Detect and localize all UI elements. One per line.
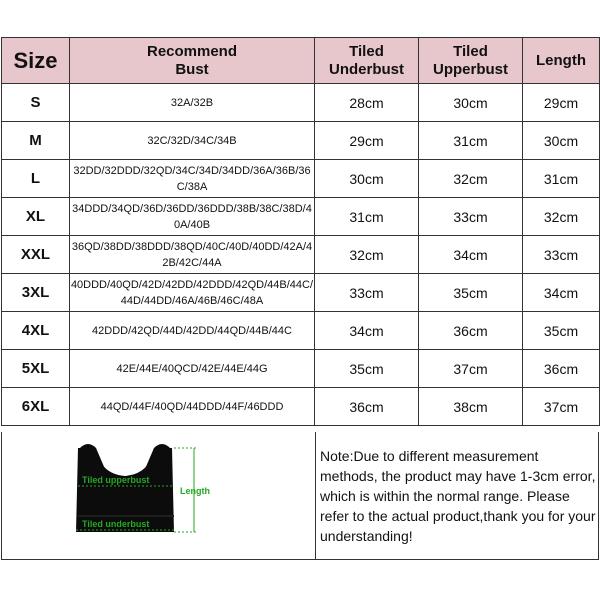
header-recommend-bust xyxy=(70,38,315,84)
underbust-cell: 35cm xyxy=(315,350,419,388)
bust-cell: 32DD/32DDD/32QD/34C/34D/34DD/36A/36B/36C/38A xyxy=(70,160,315,198)
size-cell: 6XL xyxy=(2,388,70,426)
upperbust-cell: 38cm xyxy=(419,388,523,426)
header-upperbust-line2: Upperbust xyxy=(433,60,508,78)
size-cell: XL xyxy=(2,198,70,236)
underbust-cell: 31cm xyxy=(315,198,419,236)
bra-illustration xyxy=(70,434,314,546)
table-row xyxy=(2,122,600,160)
table-row xyxy=(2,160,600,198)
header-length: Length xyxy=(523,38,600,84)
header-bust-line1: Recommend xyxy=(146,42,238,60)
table-row xyxy=(2,236,600,274)
header-upperbust-line1: Tiled xyxy=(453,42,488,60)
underbust-cell: 34cm xyxy=(315,312,419,350)
length-cell: 35cm xyxy=(523,312,600,350)
underbust-cell: 32cm xyxy=(315,236,419,274)
size-cell: 3XL xyxy=(2,274,70,312)
bust-cell: 32C/32D/34C/34B xyxy=(70,122,315,160)
table-row xyxy=(2,198,600,236)
bust-cell: 44QD/44F/40QD/44DDD/44F/46DDD xyxy=(70,388,315,426)
bust-cell: 32A/32B xyxy=(70,84,315,122)
upperbust-cell: 34cm xyxy=(419,236,523,274)
upperbust-cell: 32cm xyxy=(419,160,523,198)
underbust-cell: 36cm xyxy=(315,388,419,426)
header-underbust-line1: Tiled xyxy=(349,42,384,60)
measurement-note: Note:Due to different measurement methods, the product may have 1-3cm error, which is within the normal range. Please refer to the actual product,thank you for your understanding! xyxy=(320,448,596,544)
size-chart-table xyxy=(1,37,600,426)
header-underbust-line2: Underbust xyxy=(329,60,404,78)
upperbust-cell: 31cm xyxy=(419,122,523,160)
length-cell: 34cm xyxy=(523,274,600,312)
bust-cell: 42E/44E/40QCD/42E/44E/44G xyxy=(70,350,315,388)
size-cell: XXL xyxy=(2,236,70,274)
size-cell: M xyxy=(2,122,70,160)
size-cell: 5XL xyxy=(2,350,70,388)
table-row xyxy=(2,350,600,388)
bust-cell: 36QD/38DD/38DDD/38QD/40C/40D/40DD/42A/42B/42C/44A xyxy=(70,236,315,274)
bottom-panel xyxy=(1,432,599,560)
length-cell: 30cm xyxy=(523,122,600,160)
table-row xyxy=(2,312,600,350)
table-row xyxy=(2,84,600,122)
length-cell: 32cm xyxy=(523,198,600,236)
header-tiled-upperbust xyxy=(419,38,523,84)
underbust-cell: 30cm xyxy=(315,160,419,198)
size-cell: 4XL xyxy=(2,312,70,350)
upperbust-label: Tiled upperbust xyxy=(82,475,150,485)
upperbust-cell: 30cm xyxy=(419,84,523,122)
underbust-label: Tiled underbust xyxy=(82,519,150,529)
bust-cell: 40DDD/40QD/42D/42DD/42DDD/42QD/44B/44C/44D/44DD/46A/46B/46C/48A xyxy=(70,274,315,312)
header-row xyxy=(2,38,600,84)
underbust-cell: 29cm xyxy=(315,122,419,160)
size-cell: L xyxy=(2,160,70,198)
table-row xyxy=(2,274,600,312)
upperbust-cell: 33cm xyxy=(419,198,523,236)
bust-cell: 34DDD/34QD/36D/36DD/36DDD/38B/38C/38D/40A/40B xyxy=(70,198,315,236)
bust-cell: 42DDD/42QD/44D/42DD/44QD/44B/44C xyxy=(70,312,315,350)
length-label: Length xyxy=(180,486,210,496)
bra-measurement-diagram xyxy=(70,434,314,546)
length-cell: 29cm xyxy=(523,84,600,122)
underbust-cell: 28cm xyxy=(315,84,419,122)
length-cell: 33cm xyxy=(523,236,600,274)
header-bust-line2: Bust xyxy=(175,60,209,78)
length-cell: 37cm xyxy=(523,388,600,426)
header-size: Size xyxy=(2,38,70,84)
header-tiled-underbust xyxy=(315,38,419,84)
table-row xyxy=(2,388,600,426)
size-cell: S xyxy=(2,84,70,122)
upperbust-cell: 36cm xyxy=(419,312,523,350)
length-cell: 36cm xyxy=(523,350,600,388)
underbust-cell: 33cm xyxy=(315,274,419,312)
panel-divider xyxy=(315,432,316,559)
length-cell: 31cm xyxy=(523,160,600,198)
upperbust-cell: 37cm xyxy=(419,350,523,388)
upperbust-cell: 35cm xyxy=(419,274,523,312)
